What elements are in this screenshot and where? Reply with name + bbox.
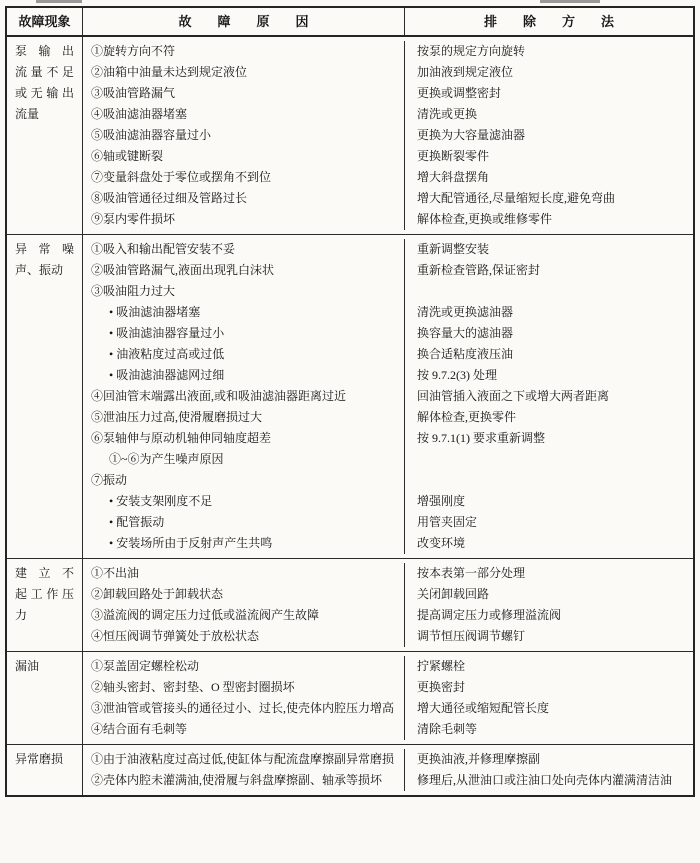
table-row — [83, 698, 693, 719]
table-row — [83, 41, 693, 62]
remedy-text: 重新调整安装 — [417, 242, 490, 256]
cause-text: ④结合面有毛刺等 — [83, 719, 405, 740]
phenomenon-label: 流 — [15, 65, 28, 79]
cause-text: ⑤泄油压力过高,使滑履磨损过大 — [83, 407, 405, 428]
cause-text: ③泄油管或管接头的通径过小、过长,使壳体内腔压力增高 — [83, 698, 405, 719]
cause-text: ②吸油管路漏气,液面出现乳白沫状 — [83, 260, 405, 281]
table-section — [7, 234, 693, 558]
cause-text: ④吸油滤油器堵塞 — [83, 104, 405, 125]
cause-text: ②油箱中油量未达到规定液位 — [83, 62, 405, 83]
cause-text: ⑥轴或键断裂 — [83, 146, 405, 167]
remedy-text: 按 9.7.2(3) 处理 — [417, 368, 497, 382]
table-row — [83, 83, 693, 104]
remedy-text: 清洗或更换滤油器 — [417, 305, 514, 319]
table-row — [83, 470, 693, 491]
remedy-text: 回油管插入液面之下或增大两者距离 — [417, 389, 610, 403]
cause-text: ③吸油管路漏气 — [83, 83, 405, 104]
section-rows — [83, 652, 693, 744]
phenomenon-label: 压 — [61, 587, 74, 601]
remedy-text: 清除毛刺等 — [417, 722, 478, 736]
remedy-text: 换合适粘度液压油 — [417, 347, 514, 361]
phenomenon-line — [15, 584, 74, 605]
remedy-text — [405, 281, 693, 302]
table-row — [83, 323, 693, 344]
remedy-text: 解体检查,更换或维修零件 — [417, 212, 553, 226]
phenomenon-label: 工 — [30, 587, 43, 601]
phenomenon-label: 建 — [15, 566, 28, 580]
phenomenon-line — [15, 62, 74, 83]
table-row — [83, 533, 693, 554]
cause-text: ④回油管末端露出液面,或和吸油滤油器距离过近 — [83, 386, 405, 407]
table-header-row — [7, 8, 693, 37]
remedy-text: 调节恒压阀调节螺钉 — [417, 629, 526, 643]
phenomenon-label: 泵 — [15, 44, 28, 58]
remedy-text: 增大通径或缩短配管长度 — [417, 701, 550, 715]
cause-text: ④恒压阀调节弹簧处于放松状态 — [83, 626, 405, 647]
header-fault-phenomenon: 故障现象 — [7, 8, 83, 35]
table-section — [7, 37, 693, 234]
phenomenon-label: 输 — [38, 44, 51, 58]
cause-text: ⑦变量斜盘处于零位或摆角不到位 — [83, 167, 405, 188]
table-row — [83, 563, 693, 584]
phenomenon-cell — [7, 745, 83, 795]
table-row — [83, 428, 693, 449]
cause-text: ③溢流阀的调定压力过低或溢流阀产生故障 — [83, 605, 405, 626]
remedy-text: 增强刚度 — [417, 494, 466, 508]
table-row — [83, 749, 693, 770]
cause-text: • 吸油滤油器滤网过细 — [83, 365, 405, 386]
section-rows — [83, 37, 693, 234]
remedy-text: 用管夹固定 — [417, 515, 478, 529]
table-row — [83, 407, 693, 428]
remedy-text — [405, 449, 693, 470]
table-row — [83, 125, 693, 146]
remedy-text: 关闭卸载回路 — [417, 587, 490, 601]
cause-text: ⑧吸油管通径过细及管路过长 — [83, 188, 405, 209]
phenomenon-label: 无 — [30, 86, 43, 100]
remedy-text: 提高调定压力或修理溢流阀 — [417, 608, 562, 622]
table-row — [83, 491, 693, 512]
table-row — [83, 302, 693, 323]
remedy-text: 修理后,从泄油口或注油口处向壳体内灌满清洁油 — [417, 773, 673, 787]
cause-text: ⑨泵内零件损坏 — [83, 209, 405, 230]
phenomenon-line: 漏油 — [15, 659, 40, 673]
cause-text: ⑥泵轴伸与原动机轴伸同轴度超差 — [83, 428, 405, 449]
phenomenon-cell — [7, 652, 83, 744]
section-rows — [83, 745, 693, 795]
table-row — [83, 104, 693, 125]
phenomenon-label: 作 — [46, 587, 59, 601]
cause-text: ①旋转方向不符 — [83, 41, 405, 62]
phenomenon-line: 声、振动 — [15, 263, 64, 277]
table-row — [83, 719, 693, 740]
phenomenon-cell — [7, 235, 83, 558]
table-row — [83, 512, 693, 533]
remedy-text: 更换密封 — [417, 680, 466, 694]
scan-artifact — [540, 0, 600, 3]
phenomenon-label: 或 — [15, 86, 28, 100]
header-remedy: 排 除 方 法 — [483, 14, 614, 29]
table-row — [83, 584, 693, 605]
remedy-text: 增大配管通径,尽量缩短长度,避免弯曲 — [417, 191, 616, 205]
cause-text: • 油液粘度过高或过低 — [83, 344, 405, 365]
phenomenon-line — [15, 83, 74, 104]
cause-text: ②卸载回路处于卸载状态 — [83, 584, 405, 605]
cause-text: • 吸油滤油器堵塞 — [83, 302, 405, 323]
phenomenon-label: 噪 — [61, 242, 74, 256]
table-row — [83, 656, 693, 677]
troubleshooting-table — [5, 6, 695, 797]
remedy-text: 更换断裂零件 — [417, 149, 490, 163]
table-row — [83, 626, 693, 647]
table-section — [7, 558, 693, 651]
cause-text: ⑤吸油滤油器容量过小 — [83, 125, 405, 146]
phenomenon-label: 出 — [61, 44, 74, 58]
phenomenon-label: 量 — [30, 65, 43, 79]
table-row — [83, 209, 693, 230]
phenomenon-label: 出 — [61, 86, 74, 100]
scan-artifact — [36, 0, 82, 3]
header-fault-cause: 故 障 原 因 — [83, 8, 405, 35]
phenomenon-label: 不 — [61, 566, 74, 580]
table-section — [7, 744, 693, 795]
cause-text: ①由于油液粘度过高过低,使缸体与配流盘摩擦副异常磨损 — [83, 749, 405, 770]
section-rows — [83, 559, 693, 651]
phenomenon-line — [15, 41, 74, 62]
cause-text: • 吸油滤油器容量过小 — [83, 323, 405, 344]
remedy-text: 更换油液,并修理摩擦副 — [417, 752, 541, 766]
remedy-text: 解体检查,更换零件 — [417, 410, 517, 424]
section-rows — [83, 235, 693, 558]
remedy-text: 增大斜盘摆角 — [417, 170, 490, 184]
remedy-text: 重新检查管路,保证密封 — [417, 263, 541, 277]
table-row — [83, 167, 693, 188]
remedy-text: 拧紧螺栓 — [417, 659, 466, 673]
remedy-text: 更换为大容量滤油器 — [417, 128, 526, 142]
phenomenon-label: 起 — [15, 587, 28, 601]
table-row — [83, 62, 693, 83]
phenomenon-line: 力 — [15, 608, 28, 622]
cause-text: ①泵盖固定螺栓松动 — [83, 656, 405, 677]
remedy-text: 更换或调整密封 — [417, 86, 502, 100]
cause-text: ①不出油 — [83, 563, 405, 584]
table-row — [83, 770, 693, 791]
cause-text: ⑦振动 — [83, 470, 405, 491]
cause-text: • 配管振动 — [83, 512, 405, 533]
remedy-text: 按泵的规定方向旋转 — [417, 44, 526, 58]
cause-text: • 安装场所由于反射声产生共鸣 — [83, 533, 405, 554]
table-section — [7, 651, 693, 744]
table-row — [83, 386, 693, 407]
cause-text: ②轴头密封、密封垫、O 型密封圈损坏 — [83, 677, 405, 698]
phenomenon-label: 立 — [38, 566, 51, 580]
phenomenon-line: 异常磨损 — [15, 752, 64, 766]
table-row — [83, 344, 693, 365]
phenomenon-line — [15, 239, 74, 260]
remedy-text: 清洗或更换 — [417, 107, 478, 121]
table-row — [83, 677, 693, 698]
remedy-text: 改变环境 — [417, 536, 466, 550]
cause-text: ③吸油阻力过大 — [83, 281, 405, 302]
phenomenon-label: 足 — [61, 65, 74, 79]
remedy-text — [405, 470, 693, 491]
phenomenon-line — [15, 563, 74, 584]
phenomenon-line: 流量 — [15, 107, 40, 121]
remedy-text: 按本表第一部分处理 — [417, 566, 526, 580]
phenomenon-label: 常 — [38, 242, 51, 256]
phenomenon-label: 异 — [15, 242, 28, 256]
remedy-text: 按 9.7.1(1) 要求重新调整 — [417, 431, 545, 445]
table-row — [83, 281, 693, 302]
remedy-text: 换容量大的滤油器 — [417, 326, 514, 340]
cause-text: ①吸入和输出配管安装不妥 — [83, 239, 405, 260]
phenomenon-label: 输 — [46, 86, 59, 100]
table-row — [83, 605, 693, 626]
cause-text: ①~⑥为产生噪声原因 — [83, 449, 405, 470]
table-row — [83, 188, 693, 209]
phenomenon-cell — [7, 37, 83, 234]
table-body — [7, 37, 693, 795]
cause-text: • 安装支架刚度不足 — [83, 491, 405, 512]
table-row — [83, 239, 693, 260]
phenomenon-cell — [7, 559, 83, 651]
phenomenon-label: 不 — [46, 65, 59, 79]
remedy-text: 加油液到规定液位 — [417, 65, 514, 79]
table-row — [83, 449, 693, 470]
cause-text: ②壳体内腔未灌满油,使滑履与斜盘摩擦副、轴承等损坏 — [83, 770, 405, 791]
table-row — [83, 146, 693, 167]
table-row — [83, 365, 693, 386]
table-row — [83, 260, 693, 281]
